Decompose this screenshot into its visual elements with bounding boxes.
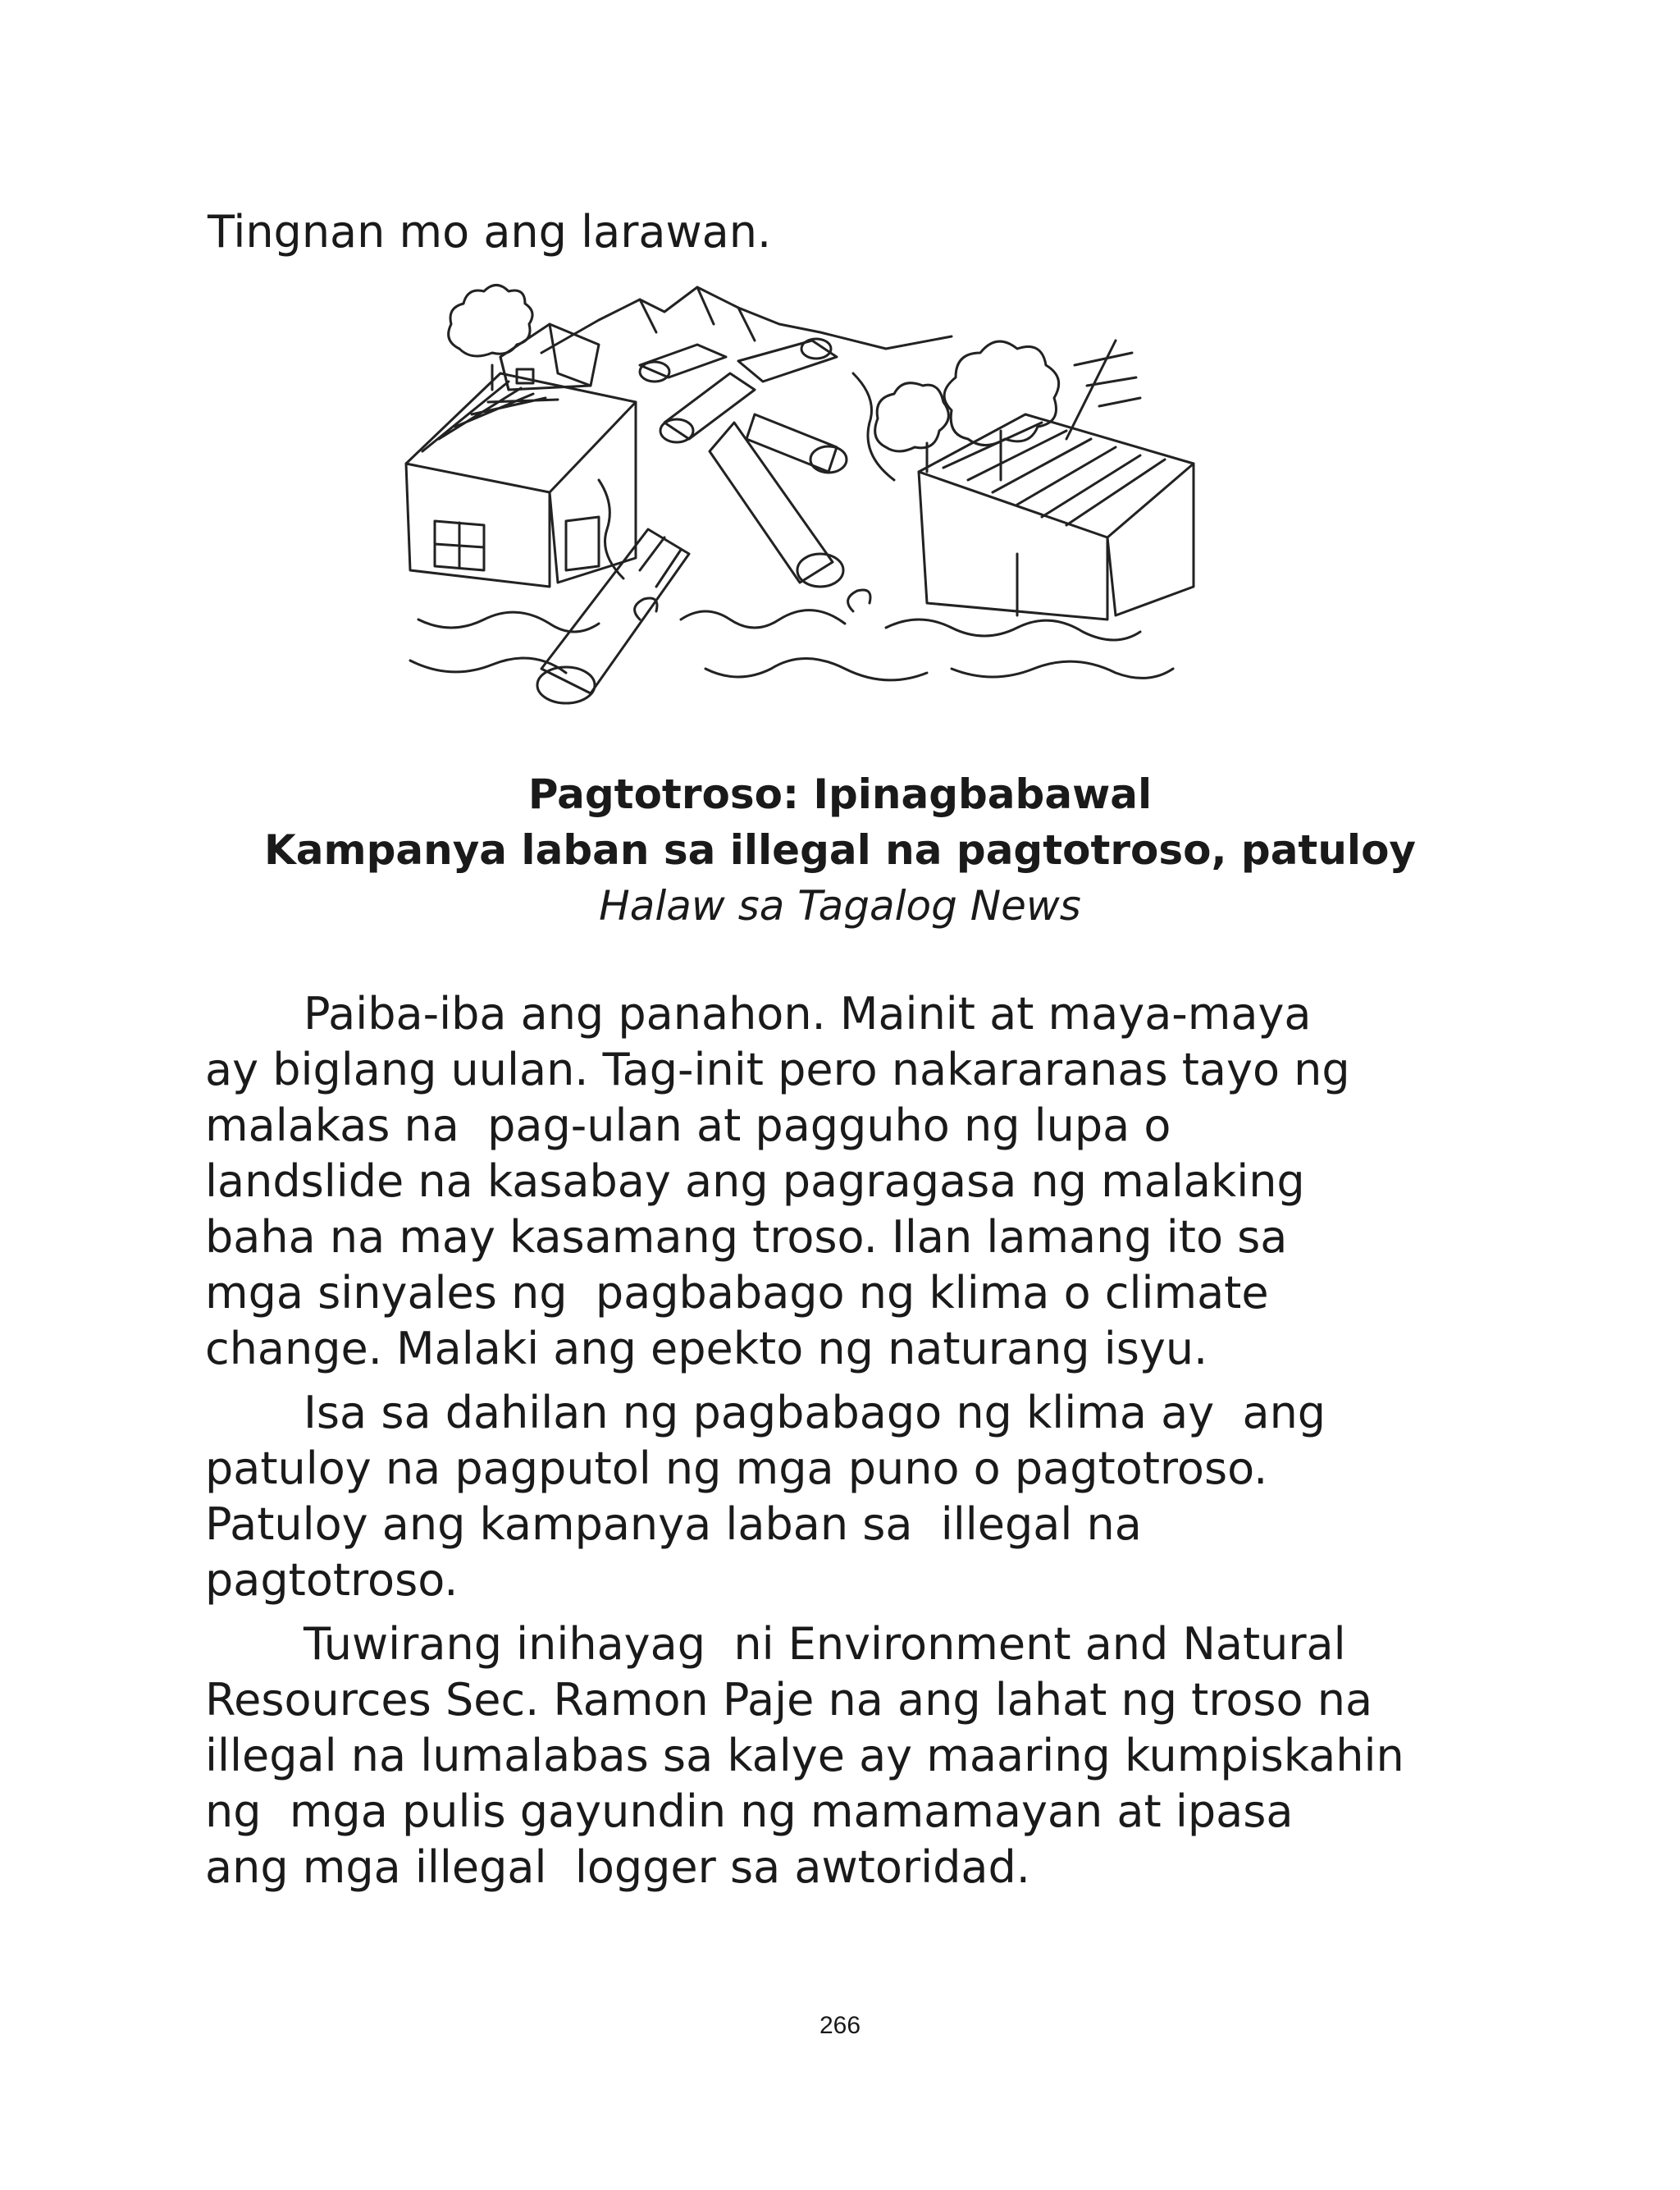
article-subtitle: Kampanya laban sa illegal na pagtotroso, patuloy [263,826,1417,874]
paragraph-line: ay biglang uulan. Tag-init pero nakararanas tayo ng [205,1044,1350,1095]
flood-logging-illustration-icon [394,275,1214,710]
paragraph-line: change. Malaki ang epekto ng naturang isyu. [205,1323,1208,1374]
article-title: Pagtotroso: Ipinagbabawal [527,770,1153,818]
paragraph-line: landslide na kasabay ang pagragasa ng malaking [205,1155,1305,1207]
paragraph-line: baha na may kasamang troso. Ilan lamang ito sa [205,1211,1288,1263]
paragraph-line: illegal na lumalabas sa kalye ay maaring kumpiskahin [205,1730,1404,1781]
paragraph-line: Isa sa dahilan ng pagbabago ng klima ay ang [304,1387,1326,1438]
paragraph-line: malakas na pag-ulan at pagguho ng lupa o [205,1100,1171,1151]
paragraph-line: pagtotroso. [205,1554,459,1606]
paragraph-line: ang mga illegal logger sa awtoridad. [205,1841,1030,1893]
paragraph-line: Patuloy ang kampanya laban sa illegal na [205,1498,1142,1550]
paragraph-line: mga sinyales ng pagbabago ng klima o climate [205,1267,1269,1319]
article-body [205,986,1485,1904]
paragraph [205,986,1485,1377]
paragraph-line: Resources Sec. Ramon Paje na ang lahat ng troso na [205,1674,1373,1726]
page-number: 266 [819,2012,861,2039]
paragraph-line: ng mga pulis gayundin ng mamamayan at ipasa [205,1785,1294,1837]
paragraph [205,1616,1485,1895]
paragraph [205,1385,1485,1608]
article-heading [0,766,1680,934]
paragraph-line: Tuwirang inihayag ni Environment and Natural [304,1618,1346,1670]
paragraph-line: patuloy na pagputol ng mga puno o pagtotroso. [205,1442,1268,1494]
paragraph-line: Paiba-iba ang panahon. Mainit at maya-maya [304,988,1312,1040]
intro-instruction: Tingnan mo ang larawan. [208,206,772,258]
article-source: Halaw sa Tagalog News [599,882,1081,930]
